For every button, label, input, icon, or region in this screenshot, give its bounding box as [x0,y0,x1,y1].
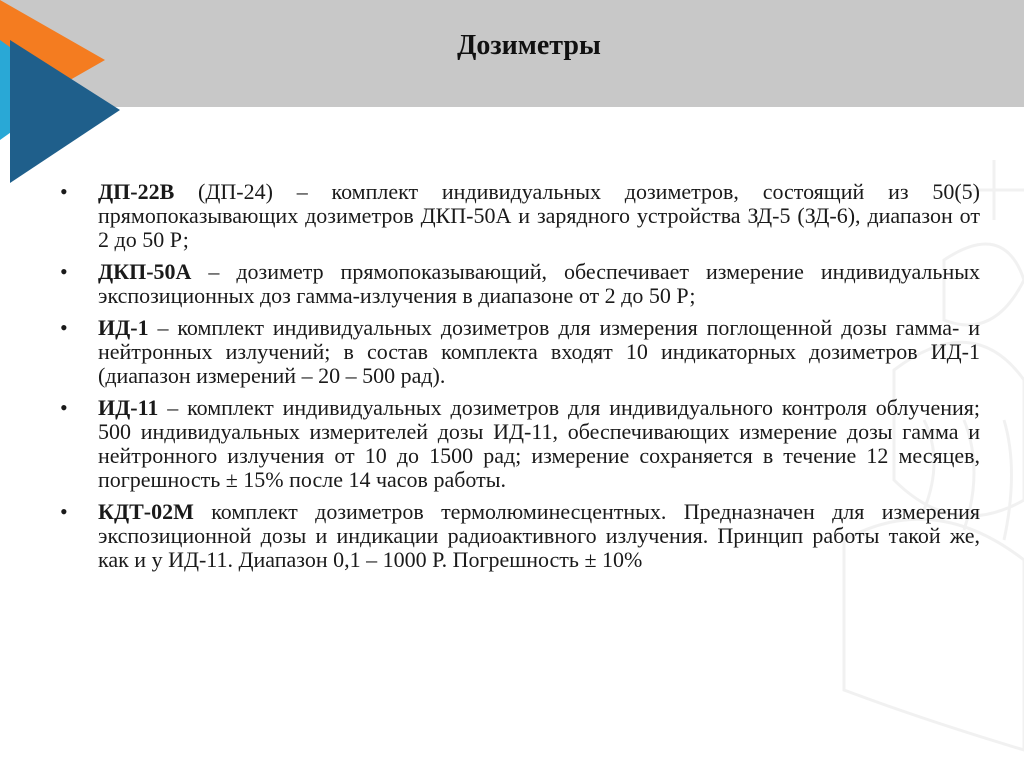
item-term: ДП-22В [98,179,175,204]
corner-decoration [0,0,130,185]
item-text: – дозиметр прямопоказывающий, обеспечивает измерение индивидуальных экспозиционных доз гамма-излучения в диапазоне от 2 до 50 Р; [98,259,980,308]
item-text: (ДП-24) – комплект индивидуальных дозиметров, состоящий из 50(5) прямопоказывающих дозиметров ДКП-50А и зарядного устройства ЗД-5 (ЗД-6), диапазон от 2 до 50 Р; [98,179,980,252]
bullet-list [60,180,980,580]
bullet-icon: • [60,395,68,420]
list-item [60,260,980,308]
list-item [60,500,980,572]
item-term: ИД-11 [98,395,159,420]
bullet-icon: • [60,259,68,284]
bullet-icon: • [60,315,68,340]
list-item [60,316,980,388]
list-item [60,180,980,252]
page-title: Дозиметры [457,30,601,61]
item-text: комплект дозиметров термолюминесцентных. Предназначен для измерения экспозиционной дозы и индикации радиоактивного излучения. Принцип работы такой же, как и у ИД-11. Диапазон 0,1 – 1000 Р. Погрешность ± 10% [98,499,980,572]
item-term: КДТ-02М [98,499,194,524]
list-item [60,396,980,492]
item-term: ДКП-50А [98,259,192,284]
item-term: ИД-1 [98,315,149,340]
bullet-icon: • [60,179,68,204]
bullet-icon: • [60,499,68,524]
item-text: – комплект индивидуальных дозиметров для измерения поглощенной дозы гамма- и нейтронных излучений; в состав комплекта входят 10 индикаторных дозиметров ИД-1 (диапазон измерений – 20 – 500 рад). [98,315,980,388]
item-text: – комплект индивидуальных дозиметров для индивидуального контроля облучения; 500 индивидуальных измерителей дозы ИД-11, обеспечивающих измерение дозы гамма и нейтронного излучения от 10 до 1500 рад; измерение сохраняется в течение 12 месяцев, погрешность ± 15% после 14 часов работы. [98,395,980,492]
